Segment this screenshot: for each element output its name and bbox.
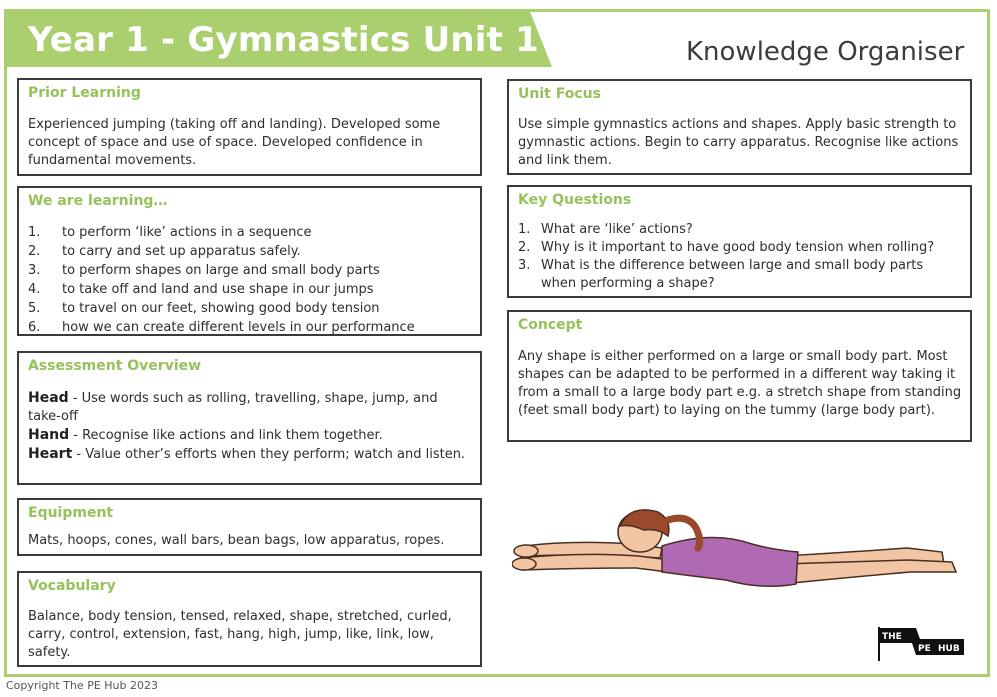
- list-item-number: 5.: [28, 301, 41, 316]
- assessment-overview-heading: Assessment Overview: [28, 358, 202, 374]
- unit-focus-text: Use simple gymnastics actions and shapes. Apply basic strength to gymnastic actions. Begin to carry apparatus. Recognise like actions and link them.: [518, 117, 959, 168]
- pe-hub-logo: [876, 625, 968, 663]
- list-item-text: to perform shapes on large and small body parts: [62, 263, 380, 278]
- assessment-heart-text: - Value other’s efforts when they perform; watch and listen.: [72, 447, 466, 462]
- vocabulary-heading: Vocabulary: [28, 578, 116, 594]
- key-questions-heading: Key Questions: [518, 192, 632, 208]
- logo-text-the: THE: [882, 632, 902, 642]
- assessment-head-text: - Use words such as rolling, travelling, shape, jump, and take-off: [28, 391, 438, 424]
- assessment-overview-box: [17, 351, 482, 485]
- list-item-number: 6.: [28, 320, 41, 335]
- page-subtitle: Knowledge Organiser: [686, 37, 965, 67]
- logo-text-pe: PE: [918, 644, 931, 654]
- list-item-text: to carry and set up apparatus safely.: [62, 244, 301, 259]
- equipment-text: Mats, hoops, cones, wall bars, bean bags, low apparatus, ropes.: [28, 533, 445, 548]
- equipment-box: [17, 498, 482, 556]
- assessment-heart-line: [28, 445, 472, 464]
- list-item: [518, 239, 962, 257]
- concept-box: [507, 310, 972, 442]
- list-item: [28, 223, 472, 242]
- list-item: [28, 242, 472, 261]
- list-item-number: 1.: [518, 222, 531, 237]
- list-item: [28, 299, 472, 318]
- key-questions-list: [518, 221, 962, 293]
- key-questions-box: [507, 185, 972, 298]
- prior-learning-box: [17, 78, 482, 176]
- list-item-text: to travel on our feet, showing good body tension: [62, 301, 380, 316]
- assessment-hand-label: Hand: [28, 427, 70, 443]
- unit-focus-box: [507, 79, 972, 175]
- list-item-text: What is the difference between large and small body parts when performing a shape?: [541, 258, 924, 291]
- unit-focus-heading: Unit Focus: [518, 86, 601, 102]
- list-item: [28, 280, 472, 299]
- vocabulary-box: [17, 571, 482, 667]
- gymnast-superman-illustration: [512, 500, 962, 595]
- list-item-text: Why is it important to have good body tension when rolling?: [541, 240, 935, 255]
- list-item: [28, 261, 472, 280]
- we-are-learning-heading: We are learning…: [28, 193, 168, 209]
- list-item-number: 2.: [518, 240, 531, 255]
- assessment-hand-text: - Recognise like actions and link them together.: [69, 428, 383, 443]
- list-item-number: 4.: [28, 282, 41, 297]
- list-item: [518, 257, 962, 293]
- list-item-text: to perform ‘like’ actions in a sequence: [62, 225, 312, 240]
- learning-objectives-list: [28, 223, 472, 337]
- assessment-hand-line: [28, 426, 472, 445]
- assessment-overview-text: [28, 389, 472, 464]
- concept-heading: Concept: [518, 317, 583, 333]
- we-are-learning-box: [17, 186, 482, 336]
- list-item-number: 3.: [28, 263, 41, 278]
- vocabulary-text: Balance, body tension, tensed, relaxed, shape, stretched, curled, carry, control, extension, fast, hang, high, jump, like, link, low, safety.: [28, 609, 452, 660]
- concept-text: Any shape is either performed on a large or small body part. Most shapes can be adapted to be performed in a different way taking it from a small to a large body part e.g. a stretch shape from standing (feet small body part) to laying on the tummy (large body part).: [518, 349, 962, 418]
- prior-learning-text: Experienced jumping (taking off and landing). Developed some concept of space and use of space. Developed confidence in fundamental movements.: [28, 117, 441, 168]
- logo-text-hub: HUB: [938, 644, 960, 654]
- page-title: Year 1 - Gymnastics Unit 1: [28, 20, 539, 60]
- list-item: [518, 221, 962, 239]
- assessment-head-line: [28, 389, 472, 426]
- assessment-head-label: Head: [28, 390, 69, 406]
- assessment-heart-label: Heart: [28, 446, 73, 462]
- list-item-text: What are ‘like’ actions?: [541, 222, 693, 237]
- list-item: [28, 318, 472, 337]
- list-item-number: 3.: [518, 258, 531, 273]
- copyright-footer: Copyright The PE Hub 2023: [6, 679, 158, 692]
- equipment-heading: Equipment: [28, 505, 114, 521]
- list-item-number: 1.: [28, 225, 41, 240]
- list-item-text: how we can create different levels in our performance: [62, 320, 415, 335]
- list-item-number: 2.: [28, 244, 41, 259]
- prior-learning-heading: Prior Learning: [28, 85, 141, 101]
- list-item-text: to take off and land and use shape in our jumps: [62, 282, 374, 297]
